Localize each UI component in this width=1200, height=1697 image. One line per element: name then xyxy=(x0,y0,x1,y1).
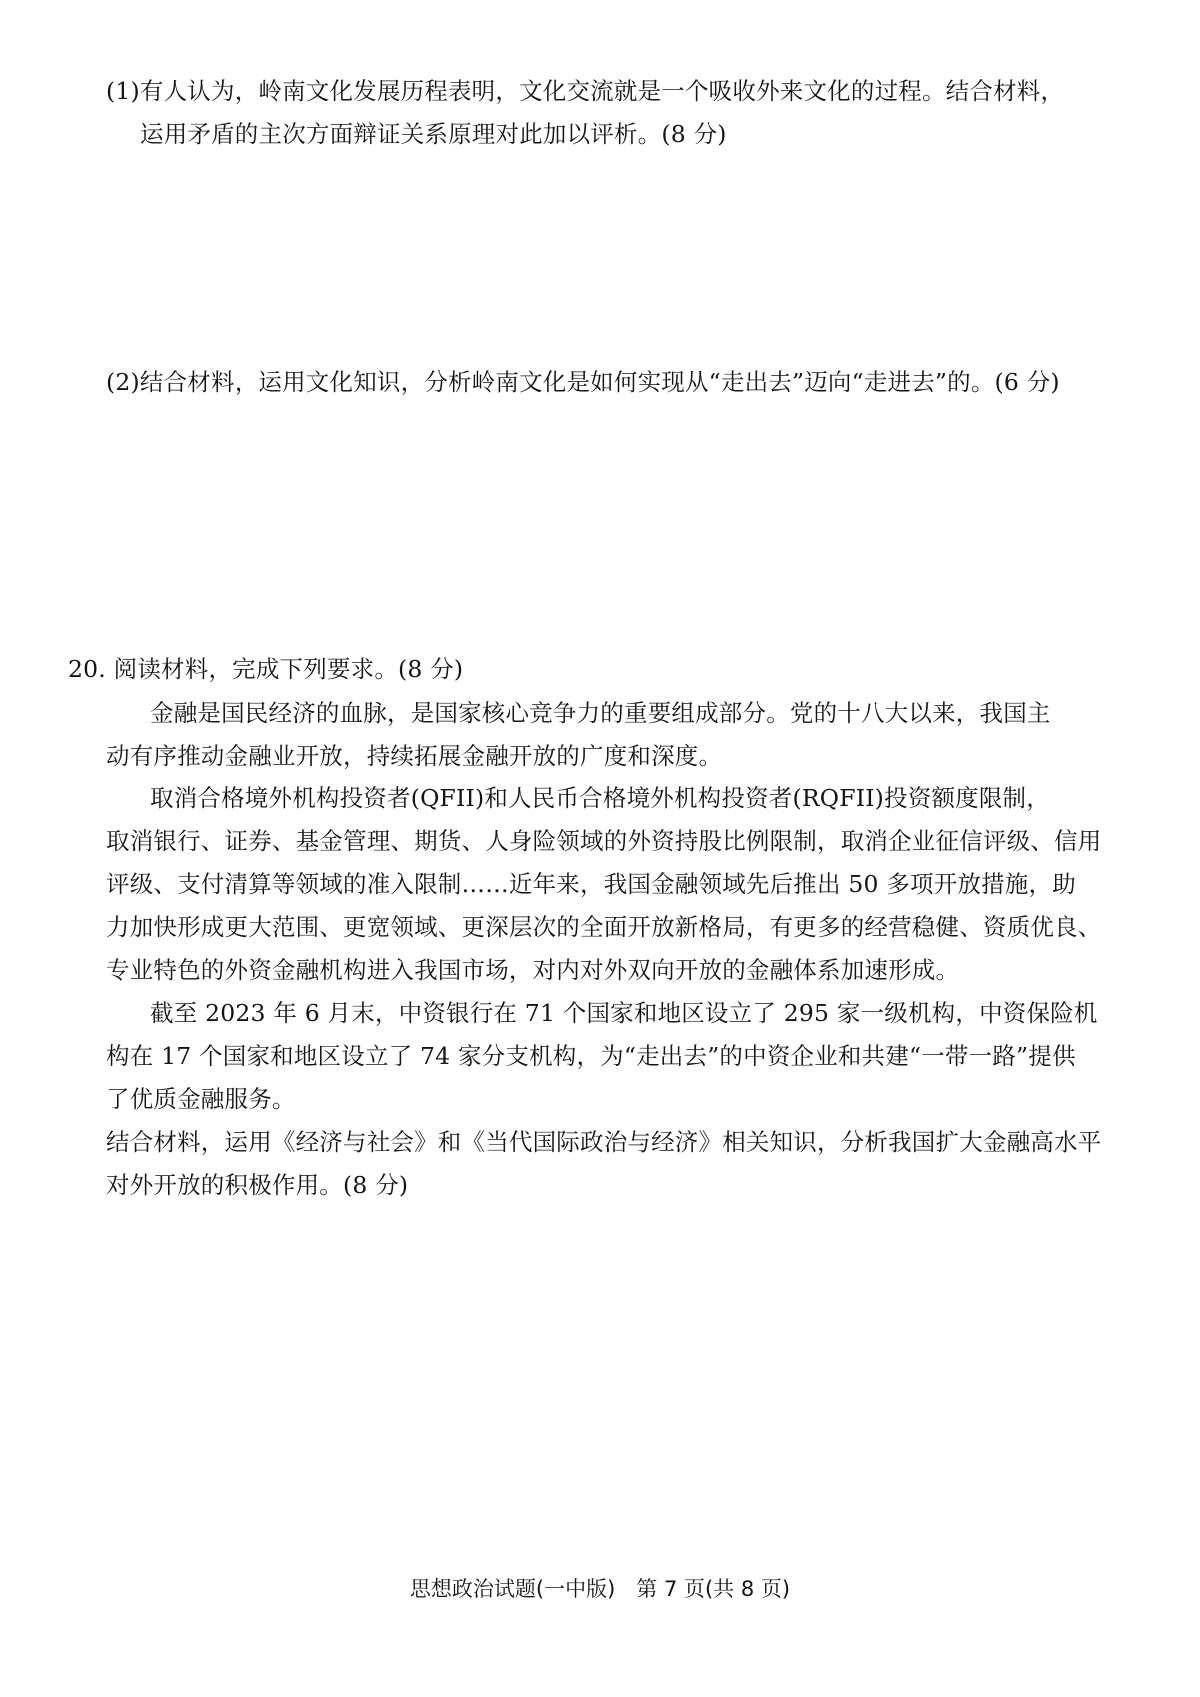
q19-sub1-line2: 运用矛盾的主次方面辩证关系原理对此加以评析。(8 分) xyxy=(140,120,727,148)
q20-question-line1: 结合材料，运用《经济与社会》和《当代国际政治与经济》相关知识，分析我国扩大金融高水平 xyxy=(106,1128,1102,1156)
q20-para1-line2: 动有序推动金融业开放，持续拓展金融开放的广度和深度。 xyxy=(106,742,723,770)
q20-para2-line3: 评级、支付清算等领域的准入限制……近年来，我国金融领域先后推出 50 多项开放措施，助 xyxy=(106,870,1076,898)
q20-para3-line3: 了优质金融服务。 xyxy=(106,1085,296,1113)
q20-para1-line1: 金融是国民经济的血脉，是国家核心竞争力的重要组成部分。党的十八大以来，我国主 xyxy=(150,699,1051,727)
q20-heading: 20. 阅读材料，完成下列要求。(8 分) xyxy=(68,655,464,683)
q20-question-line2: 对外开放的积极作用。(8 分) xyxy=(106,1171,409,1199)
q19-sub1-line1: (1)有人认为，岭南文化发展历程表明，文化交流就是一个吸收外来文化的过程。结合材料， xyxy=(106,77,1065,105)
q20-para2-line2: 取消银行、证券、基金管理、期货、人身险领域的外资持股比例限制，取消企业征信评级、信用 xyxy=(106,827,1102,855)
q20-para2-line4: 力加快形成更大范围、更宽领域、更深层次的全面开放新格局，有更多的经营稳健、资质优良、 xyxy=(106,913,1102,941)
q19-sub2-line1: (2)结合材料，运用文化知识，分析岭南文化是如何实现从“走出去”迈向“走进去”的。(6 分) xyxy=(106,368,1060,396)
q20-para2-line5: 专业特色的外资金融机构进入我国市场，对内对外双向开放的金融体系加速形成。 xyxy=(106,956,960,984)
q20-para3-line2: 构在 17 个国家和地区设立了 74 家分支机构，为“走出去”的中资企业和共建“一带一路”提供 xyxy=(106,1042,1076,1070)
q20-para2-line1: 取消合格境外机构投资者(QFII)和人民币合格境外机构投资者(RQFII)投资额度限制， xyxy=(150,784,1050,812)
page-footer: 思想政治试题(一中版) 第 7 页(共 8 页) xyxy=(409,1577,791,1601)
q20-para3-line1: 截至 2023 年 6 月末，中资银行在 71 个国家和地区设立了 295 家一级机构，中资保险机 xyxy=(150,999,1098,1027)
